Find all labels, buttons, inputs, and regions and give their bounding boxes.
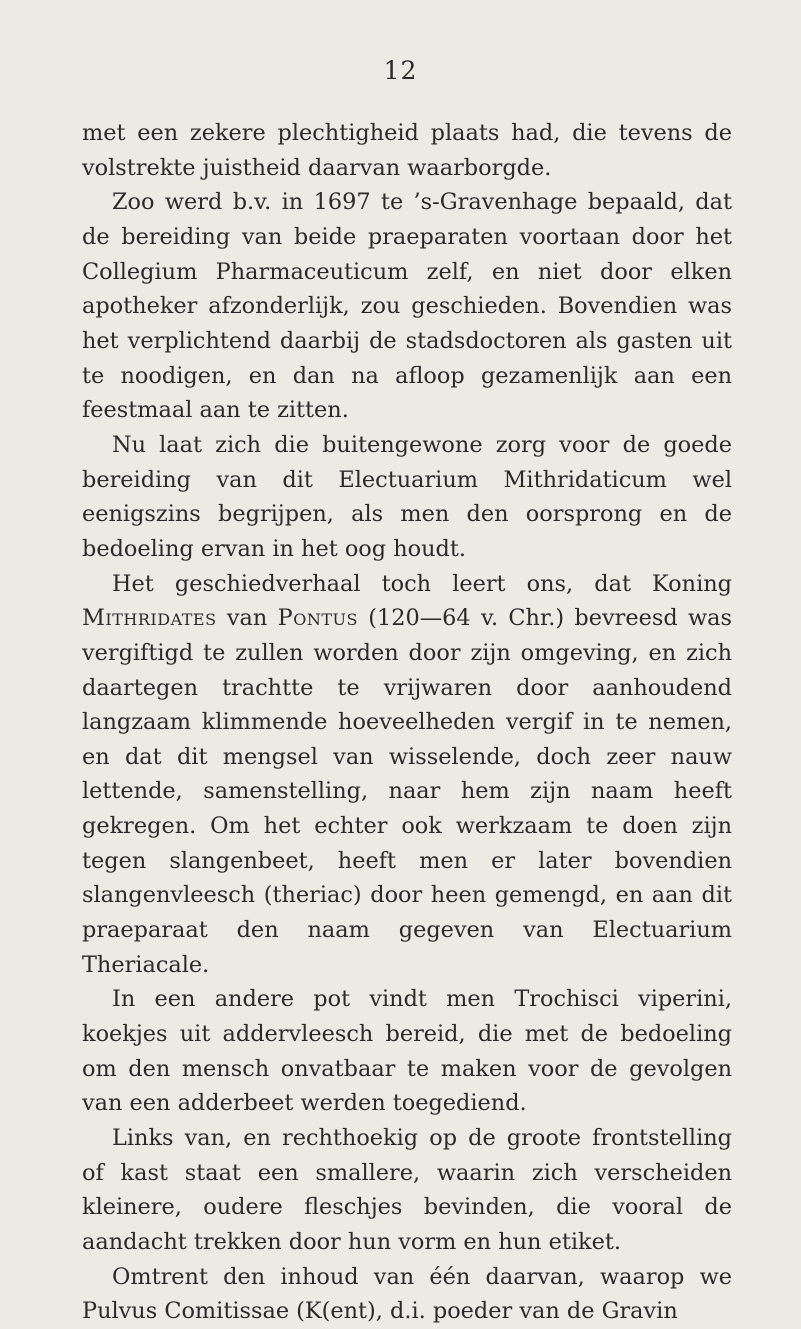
paragraph: In een andere pot vindt men Trochisci viperini, koekjes uit addervleesch bereid, die met de bedoeling om den mensch onvatbaar te maken voor de gevolgen van een adderbeet werden toegediend. bbox=[82, 986, 732, 1117]
paragraph: Zoo werd b.v. in 1697 te ’s-Gravenhage bepaald, dat de bereiding van beide praeparaten voortaan door het Collegium Pharmaceuticum zelf, en niet door elken apotheker afzonderlijk, zou geschieden. Bovendien was het verplichtend daarbij de stadsdoctoren als gasten uit te noodigen, en dan na afloop gezamenlijk aan een feestmaal aan te zitten. bbox=[82, 189, 732, 424]
paragraph-text: Het geschiedverhaal toch leert ons, dat Koning bbox=[112, 570, 732, 597]
paragraph: Links van, en rechthoekig op de groote frontstelling of kast staat een smallere, waarin zich verscheiden kleinere, oudere fleschjes bevinden, die vooral de aandacht trekken door hun vorm en hun etiket. bbox=[82, 1125, 732, 1255]
page-number: 12 bbox=[383, 56, 418, 85]
name-mithridates: Mithridates bbox=[82, 605, 217, 632]
paragraph-text: van bbox=[216, 605, 278, 632]
name-pontus: Pontus bbox=[277, 605, 358, 632]
paragraph: met een zekere plechtigheid plaats had, die tevens de volstrekte juistheid daarvan waarborgde. bbox=[82, 120, 732, 181]
paragraph-text: (120—64 v. Chr.) bevreesd was vergiftigd te zullen worden door zijn omgeving, en zich daartegen trachtte te vrijwaren door aanhoudend langzaam klimmende hoeveelheden vergif in te nemen, en dat dit mengsel van wisselende, doch zeer nauw lettende, samenstelling, naar hem zijn naam heeft gekregen. Om het echter ook werkzaam te doen zijn tegen slangenbeet, heeft men er later bovendien slangenvleesch (theriac) door heen gemengd, en aan dit praeparaat den naam gegeven van Electuarium Theriacale. bbox=[82, 605, 733, 978]
paragraph bbox=[82, 567, 732, 983]
paragraph: Omtrent den inhoud van één daarvan, waarop we Pulvus Comitissae (K(ent), d.i. poeder van de Gravin bbox=[82, 1263, 732, 1325]
paragraph: Nu laat zich die buitengewone zorg voor de goede bereiding van dit Electuarium Mithridaticum wel eenigszins begrijpen, als men den oorsprong en de bedoeling ervan in het oog houdt. bbox=[82, 431, 732, 562]
body-text bbox=[82, 116, 732, 1329]
